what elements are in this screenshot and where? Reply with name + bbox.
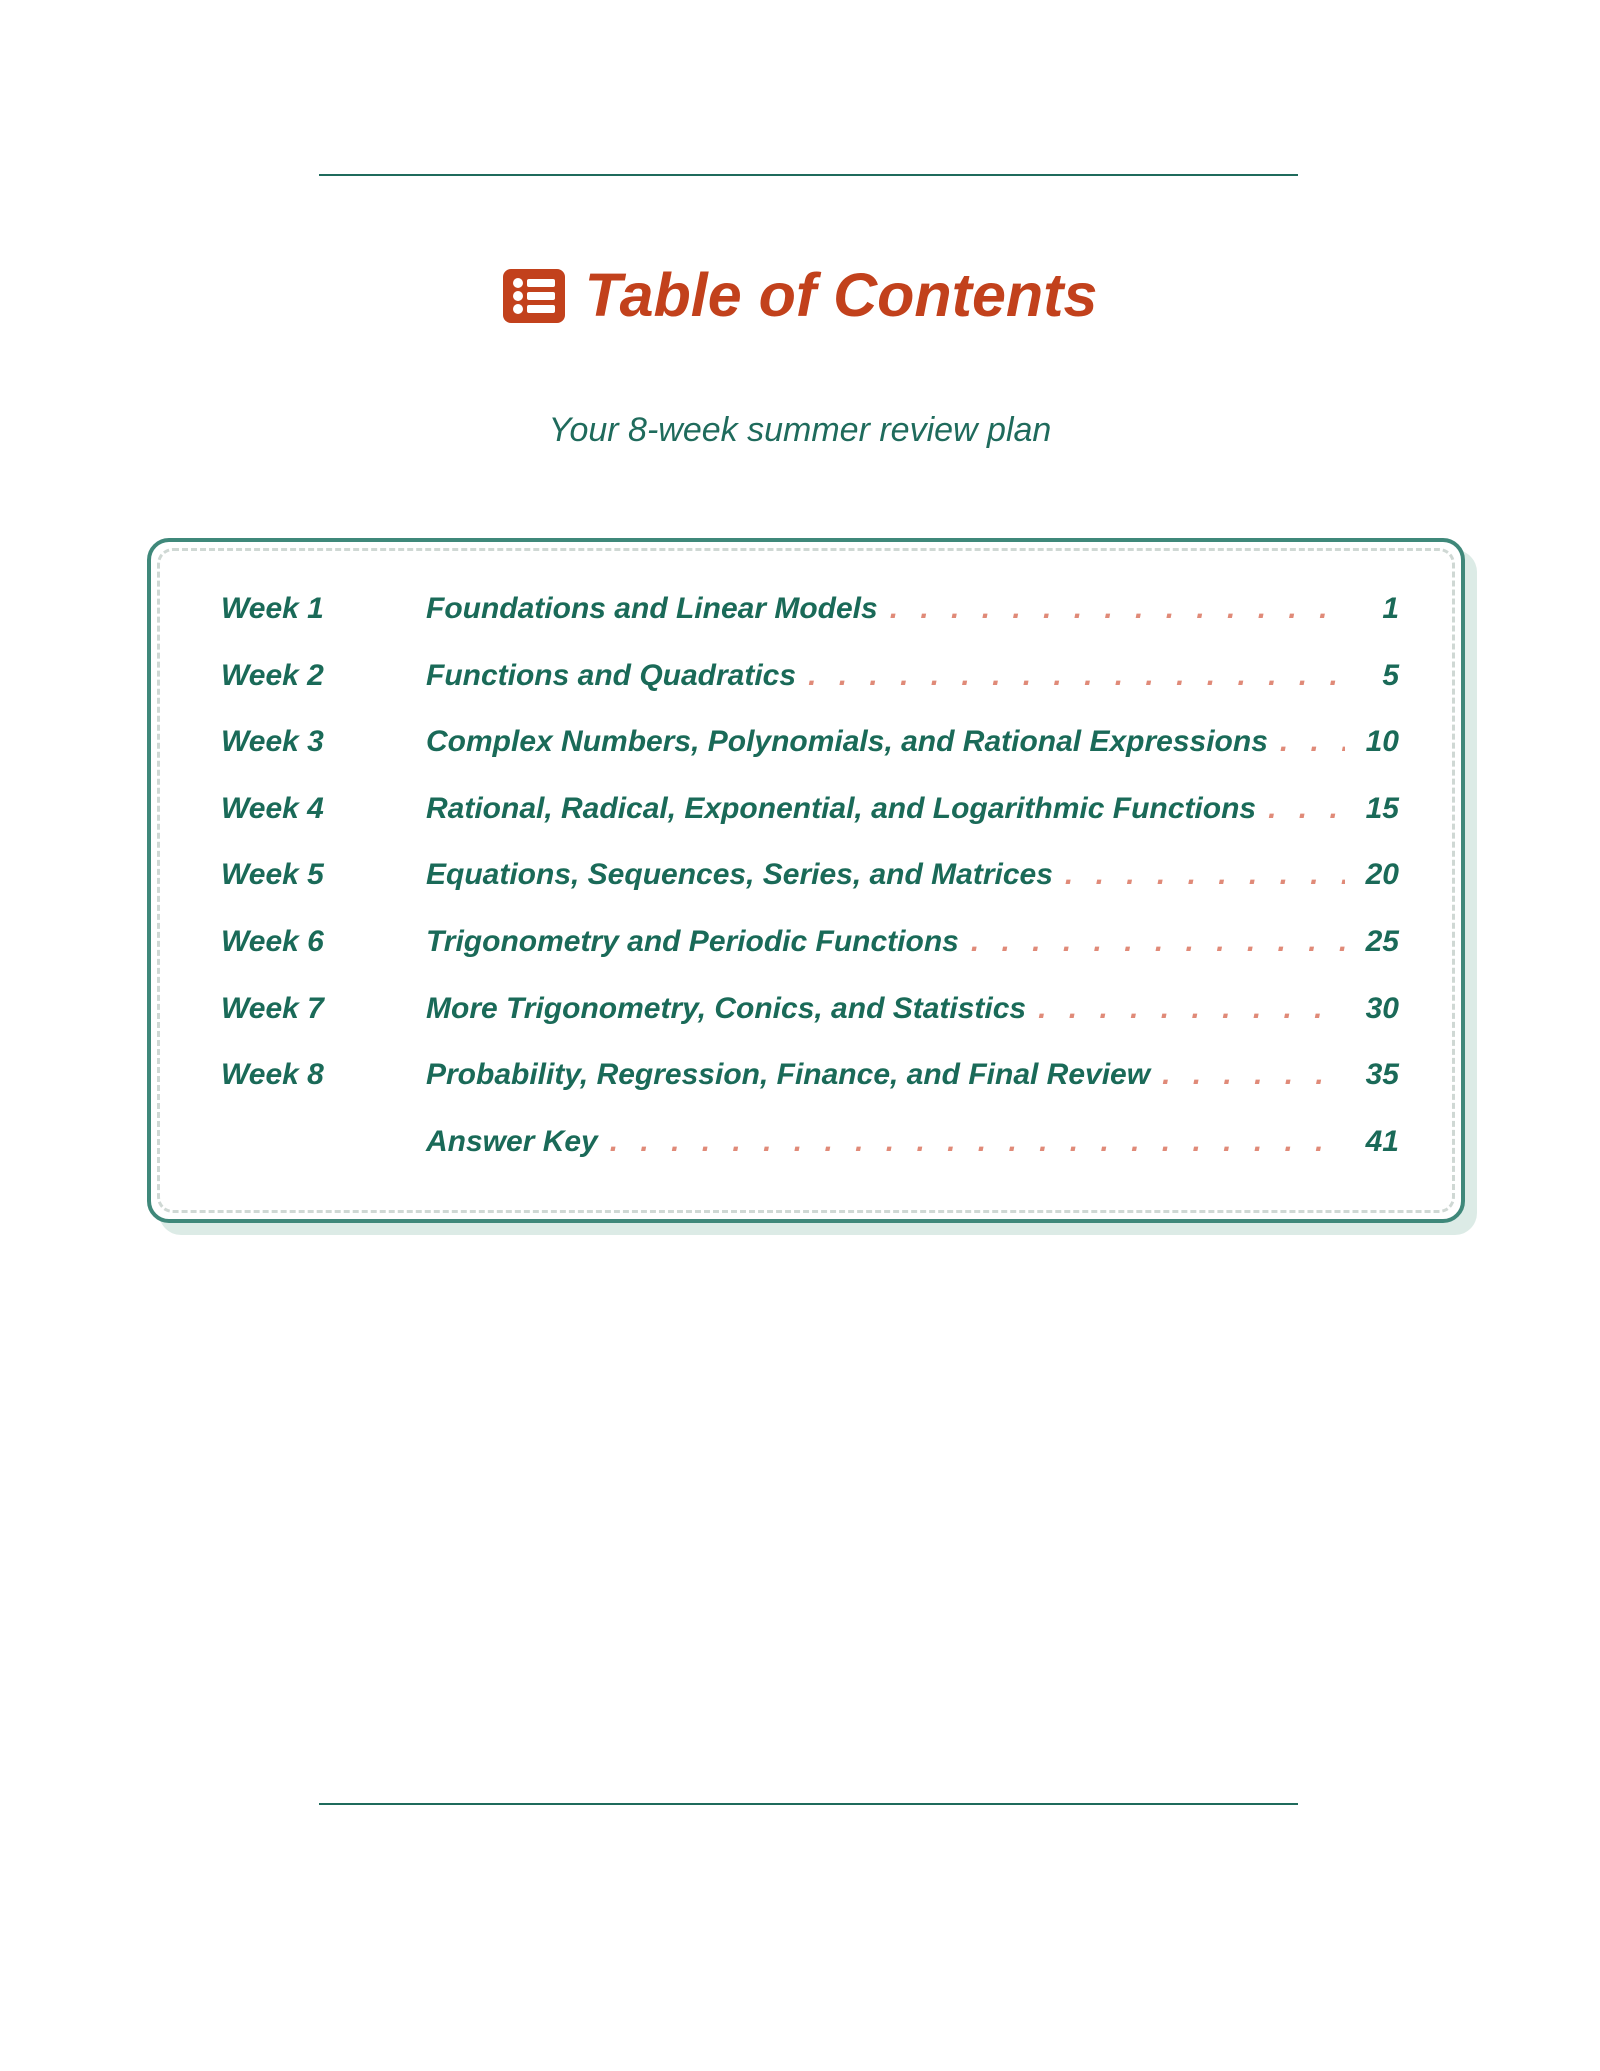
toc-week-label: Week 1 <box>221 592 324 625</box>
list-icon <box>503 269 565 323</box>
toc-leader-dots <box>1065 858 1345 892</box>
toc-week-label: Week 4 <box>221 791 324 825</box>
toc-page-number: 1 <box>1382 592 1399 625</box>
toc-entry-title: Complex Numbers, Polynomials, and Rational Expressions <box>426 725 1268 759</box>
toc-entry-title: Rational, Radical, Exponential, and Logarithmic Functions <box>426 791 1257 825</box>
toc-entry-week-1[interactable] <box>221 592 1399 659</box>
toc-week-label: Week 2 <box>221 658 324 692</box>
toc-entry-week-7[interactable] <box>221 992 1399 1059</box>
toc-entry-title: Equations, Sequences, Series, and Matrices <box>426 858 1053 892</box>
toc-leader-dots <box>1280 725 1345 759</box>
toc-page-number: 41 <box>1365 1124 1399 1158</box>
top-rule <box>319 174 1298 176</box>
toc-page-number: 35 <box>1365 1058 1399 1092</box>
toc-entry-week-4[interactable] <box>221 792 1399 859</box>
toc-page-number: 10 <box>1365 725 1399 759</box>
toc-entry-week-8[interactable] <box>221 1058 1399 1125</box>
toc-entry-week-6[interactable] <box>221 925 1399 992</box>
toc-entry-week-3[interactable] <box>221 725 1399 792</box>
toc-entry-title: Probability, Regression, Finance, and Final Review <box>426 1058 1151 1092</box>
toc-page-number: 30 <box>1365 991 1399 1025</box>
toc-leader-dots <box>610 1125 1345 1159</box>
toc-week-label: Week 8 <box>221 1058 324 1092</box>
toc-list <box>221 592 1399 1191</box>
bottom-rule <box>319 1803 1298 1805</box>
toc-page-number: 15 <box>1365 791 1399 825</box>
toc-leader-dots <box>890 592 1345 626</box>
page-title <box>0 258 1600 338</box>
toc-week-label: Week 3 <box>221 725 324 759</box>
toc-week-label: Week 6 <box>221 924 324 958</box>
toc-page-number: 25 <box>1365 924 1399 958</box>
toc-entry-title: Answer Key <box>426 1124 598 1158</box>
toc-entry-week-5[interactable] <box>221 858 1399 925</box>
page-subtitle: Your 8-week summer review plan <box>548 411 1052 449</box>
title-text: Table of Contents <box>584 261 1098 329</box>
toc-week-label: Week 7 <box>221 991 324 1025</box>
toc-entry-title: More Trigonometry, Conics, and Statistics <box>426 991 1027 1025</box>
toc-entry-title: Foundations and Linear Models <box>426 592 878 625</box>
toc-entry-answer-key[interactable] <box>221 1125 1399 1192</box>
toc-page-number: 20 <box>1365 858 1399 892</box>
toc-leader-dots <box>1038 992 1345 1026</box>
toc-leader-dots <box>808 659 1345 693</box>
toc-entry-title: Trigonometry and Periodic Functions <box>426 924 959 958</box>
toc-entry-title: Functions and Quadratics <box>426 658 797 692</box>
toc-entry-week-2[interactable] <box>221 659 1399 726</box>
toc-page-number: 5 <box>1382 658 1399 692</box>
toc-leader-dots <box>1268 792 1345 826</box>
toc-leader-dots <box>1162 1058 1345 1092</box>
toc-card <box>147 538 1465 1223</box>
toc-week-label: Week 5 <box>221 858 324 892</box>
toc-leader-dots <box>971 925 1345 959</box>
